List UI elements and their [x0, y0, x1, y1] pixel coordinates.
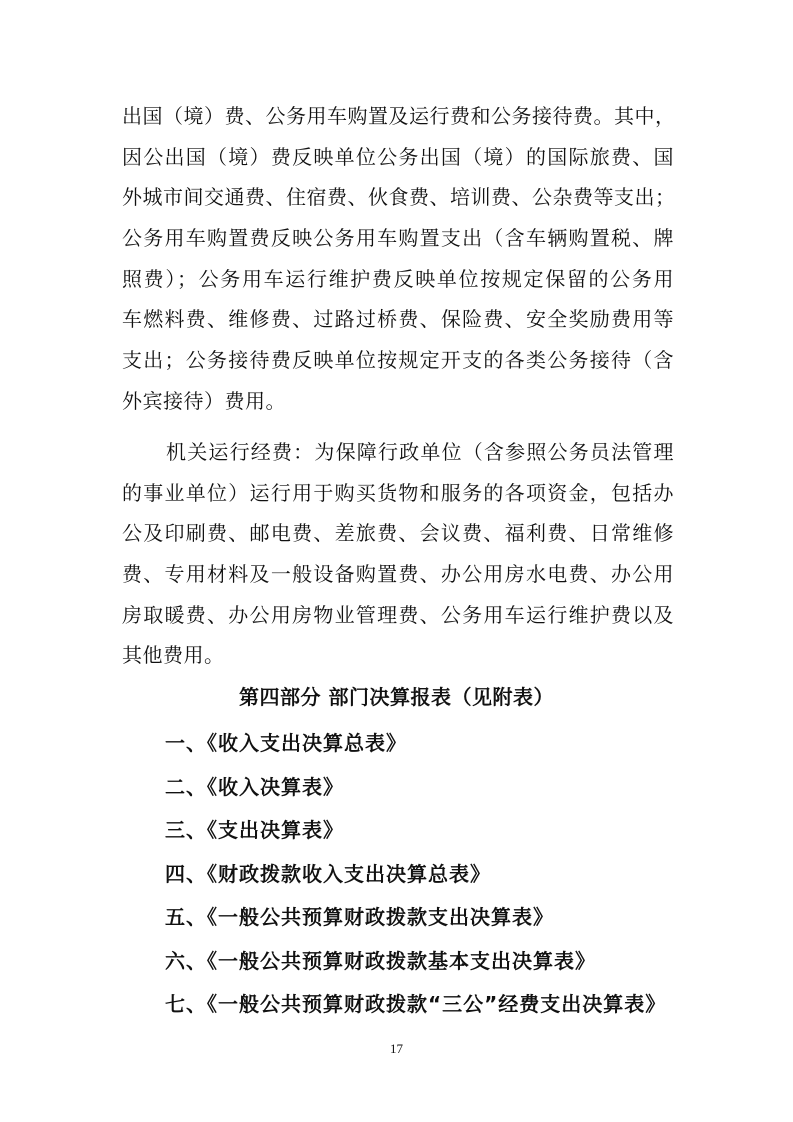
paragraph-line: 出国（境）费、公务用车购置及运行费和公务接待费。其中， [122, 104, 676, 128]
paragraph-line: 因公出国（境）费反映单位公务出国（境）的国际旅费、国 [122, 144, 674, 169]
paragraph-line: 外城市间交通费、住宿费、伙食费、培训费、公杂费等支出； [122, 185, 676, 210]
paragraph-line: 公及印刷费、邮电费、差旅费、会议费、福利费、日常维修 [122, 521, 674, 546]
report-list-item: 四、《财政拨款收入支出决算总表》 [165, 861, 491, 886]
paragraph-line: 公务用车购置费反映公务用车购置支出（含车辆购置税、牌 [122, 226, 674, 251]
paragraph-line: 车燃料费、维修费、过路过桥费、保险费、安全奖励费用等 [122, 307, 674, 332]
page-number: 17 [390, 1041, 403, 1056]
paragraph-three-public-expenses [122, 96, 674, 422]
report-list-item: 六、《一般公共预算财政拨款基本支出决算表》 [165, 948, 596, 973]
paragraph-line: 外宾接待）费用。 [122, 388, 286, 413]
section-title: 第四部分 部门决算报表（见附表） [239, 685, 554, 709]
paragraph-line: 其他费用。 [122, 643, 225, 668]
paragraph-line: 房取暖费、办公用房物业管理费、公务用车运行维护费以及 [122, 602, 674, 627]
paragraph-line: 费、专用材料及一般设备购置费、办公用房水电费、办公用 [122, 562, 674, 587]
report-list-item: 一、《收入支出决算总表》 [165, 731, 407, 755]
paragraph-line: 的事业单位）运行用于购买货物和服务的各项资金，包括办 [122, 480, 674, 505]
paragraph-operating-expenses [122, 432, 674, 676]
report-list-item: 七、《一般公共预算财政拨款“三公”经费支出决算表》 [165, 992, 667, 1016]
paragraph-line: 照费）；公务用车运行维护费反映单位按规定保留的公务用 [122, 266, 674, 291]
report-list-item: 二、《收入决算表》 [165, 774, 344, 799]
paragraph-line: 机关运行经费：为保障行政单位（含参照公务员法管理 [166, 440, 674, 464]
paragraph-line: 支出；公务接待费反映单位按规定开支的各类公务接待（含 [122, 348, 674, 373]
report-list [165, 722, 685, 1027]
report-list-item: 三、《支出决算表》 [165, 818, 344, 842]
report-list-item: 五、《一般公共预算财政拨款支出决算表》 [165, 905, 554, 929]
